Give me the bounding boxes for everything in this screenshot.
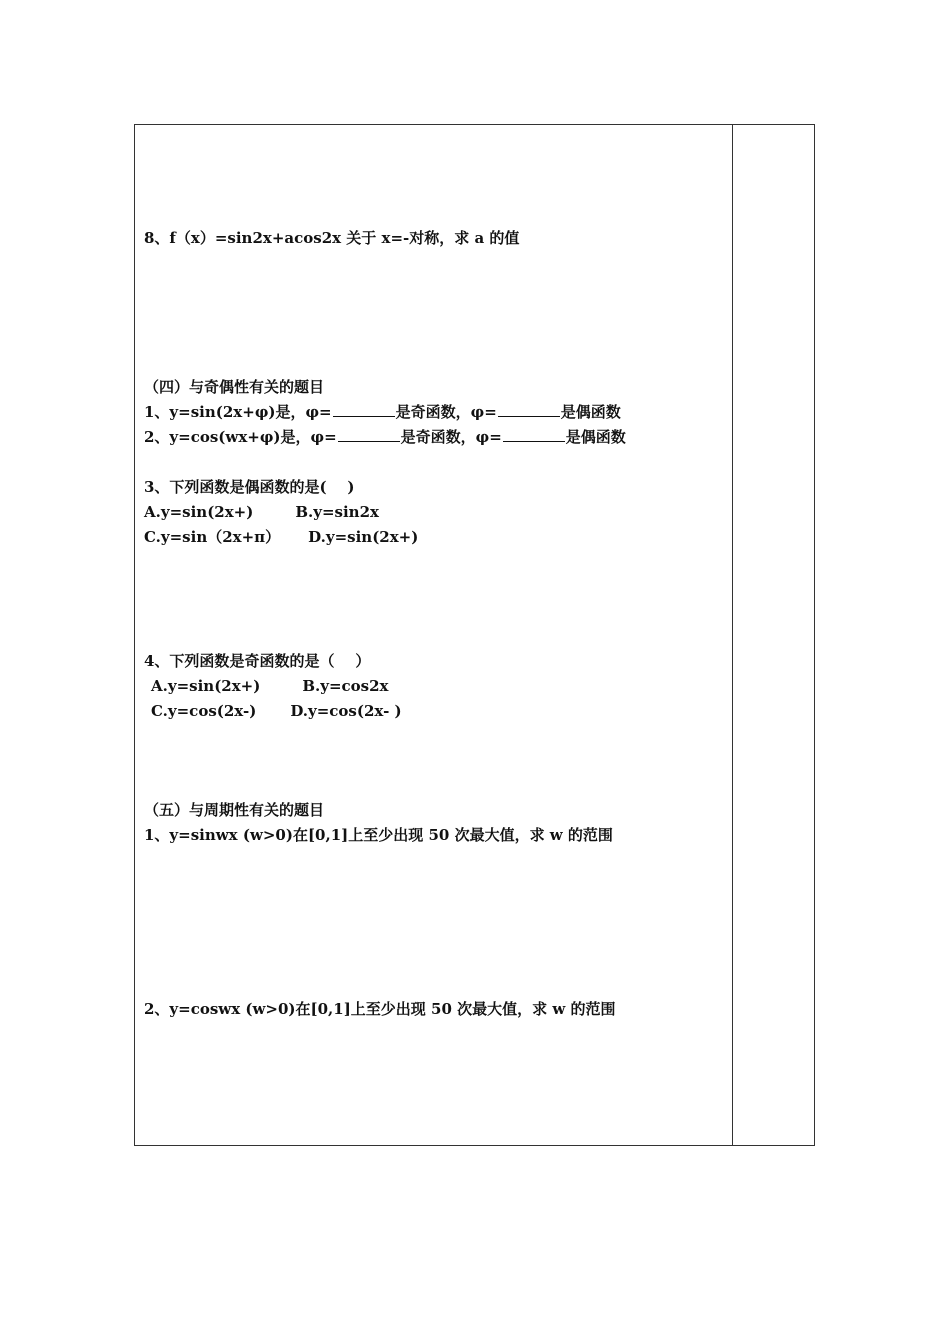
section-4-question-3-options-cd	[144, 527, 418, 547]
section-4-question-4-options-ab	[151, 676, 389, 696]
worksheet-table	[134, 124, 815, 1146]
option-d: D.y=cos(2x- )	[290, 702, 402, 720]
answer-blank[interactable]	[498, 402, 560, 417]
option-c: C.y=sin（2x+π）	[144, 528, 281, 546]
notes-column-divider	[732, 124, 733, 1146]
q1-part-b: 是奇函数，φ=	[395, 403, 497, 421]
question-8: 8、f（x）=sin2x+acos2x 关于 x=-对称，求 a 的值	[144, 229, 520, 247]
q1-part-c: 是偶函数	[560, 403, 621, 421]
section-4-question-3-options-ab	[144, 502, 379, 522]
answer-blank[interactable]	[503, 427, 565, 442]
section-4-question-4-stem: 4、下列函数是奇函数的是（ ）	[144, 652, 371, 670]
q2-part-b: 是奇函数，φ=	[400, 428, 502, 446]
section-5-question-1: 1、y=sinwx (w>0)在[0,1]上至少出现 50 次最大值，求 w 的范围	[144, 826, 613, 844]
section-4-question-1	[144, 402, 621, 422]
q1-part-a: 1、y=sin(2x+φ)是，φ=	[144, 403, 332, 421]
option-a: A.y=sin(2x+)	[151, 677, 261, 695]
option-b: B.y=sin2x	[295, 503, 379, 521]
option-c: C.y=cos(2x-)	[151, 702, 257, 720]
q2-part-c: 是偶函数	[565, 428, 626, 446]
answer-blank[interactable]	[333, 402, 395, 417]
option-a: A.y=sin(2x+)	[144, 503, 254, 521]
option-d: D.y=sin(2x+)	[308, 528, 419, 546]
option-b: B.y=cos2x	[302, 677, 389, 695]
section-4-question-4-options-cd	[151, 701, 402, 721]
q2-part-a: 2、y=cos(wx+φ)是，φ=	[144, 428, 337, 446]
section-4-title: （四）与奇偶性有关的题目	[144, 378, 325, 396]
section-4-question-3-stem: 3、下列函数是偶函数的是( )	[144, 478, 355, 496]
section-5-question-2: 2、y=coswx (w>0)在[0,1]上至少出现 50 次最大值，求 w 的范围	[144, 1000, 616, 1018]
section-5-title: （五）与周期性有关的题目	[144, 801, 325, 819]
answer-blank[interactable]	[338, 427, 400, 442]
section-4-question-2	[144, 427, 626, 447]
